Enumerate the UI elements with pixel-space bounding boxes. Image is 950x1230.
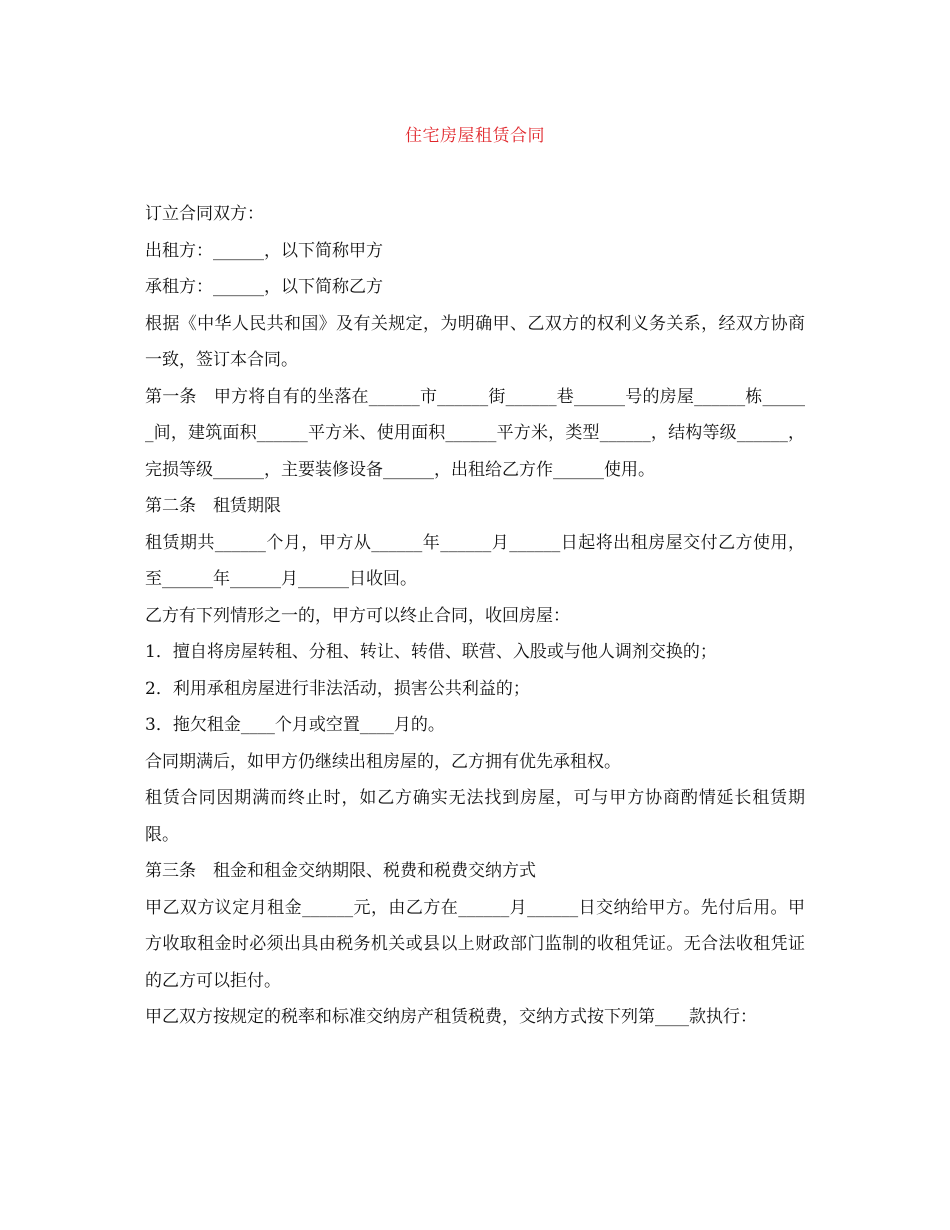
- paragraph: 租赁期共______个月，甲方从______年______月______日起将出租房屋交付乙方使用，至______年______月______日收回。: [145, 532, 805, 589]
- paragraph: 甲乙双方按规定的税率和标准交纳房产租赁税费，交纳方式按下列第____款执行：: [145, 1007, 757, 1027]
- paragraph: 承租方：______，以下简称乙方: [145, 277, 383, 297]
- document-body: [145, 196, 805, 1036]
- paragraph: 根据《中华人民共和国》及有关规定，为明确甲、乙双方的权利义务关系，经双方协商一致，签订本合同。: [145, 313, 805, 370]
- paragraph: 第三条 租金和租金交纳期限、税费和税费交纳方式: [145, 861, 536, 881]
- paragraph: 出租方：______，以下简称甲方: [145, 240, 383, 261]
- document-title: 住宅房屋租赁合同: [405, 126, 545, 146]
- paragraph: 甲乙双方议定月租金______元，由乙方在______月______日交纳给甲方。先付后用。甲方收取租金时必须出具由税务机关或县以上财政部门监制的收租凭证。无合法收租凭证的乙方可以拒付。: [145, 897, 805, 991]
- paragraph: 2．利用承租房屋进行非法活动，损害公共利益的；: [145, 678, 530, 699]
- paragraph: 1．擅自将房屋转租、分租、转让、转借、联营、入股或与他人调剂交换的；: [145, 642, 717, 662]
- paragraph: 3．拖欠租金____个月或空置____月的。: [145, 715, 445, 735]
- paragraph: 租赁合同因期满而终止时，如乙方确实无法找到房屋，可与甲方协商酌情延长租赁期限。: [145, 788, 805, 845]
- paragraph: 乙方有下列情形之一的，甲方可以终止合同，收回房屋：: [145, 605, 570, 626]
- paragraph: 合同期满后，如甲方仍继续出租房屋的，乙方拥有优先承租权。: [145, 751, 621, 772]
- paragraph: 第二条 租赁期限: [145, 496, 281, 516]
- paragraph: 第一条 甲方将自有的坐落在______市______街______巷______号的房屋______栋______间，建筑面积______平方米、使用面积______平方米，类型______，结构等级______，完损等级______，主要装修设备______，出租给乙方作______使用。: [145, 386, 805, 480]
- paragraph: 订立合同双方：: [145, 204, 264, 224]
